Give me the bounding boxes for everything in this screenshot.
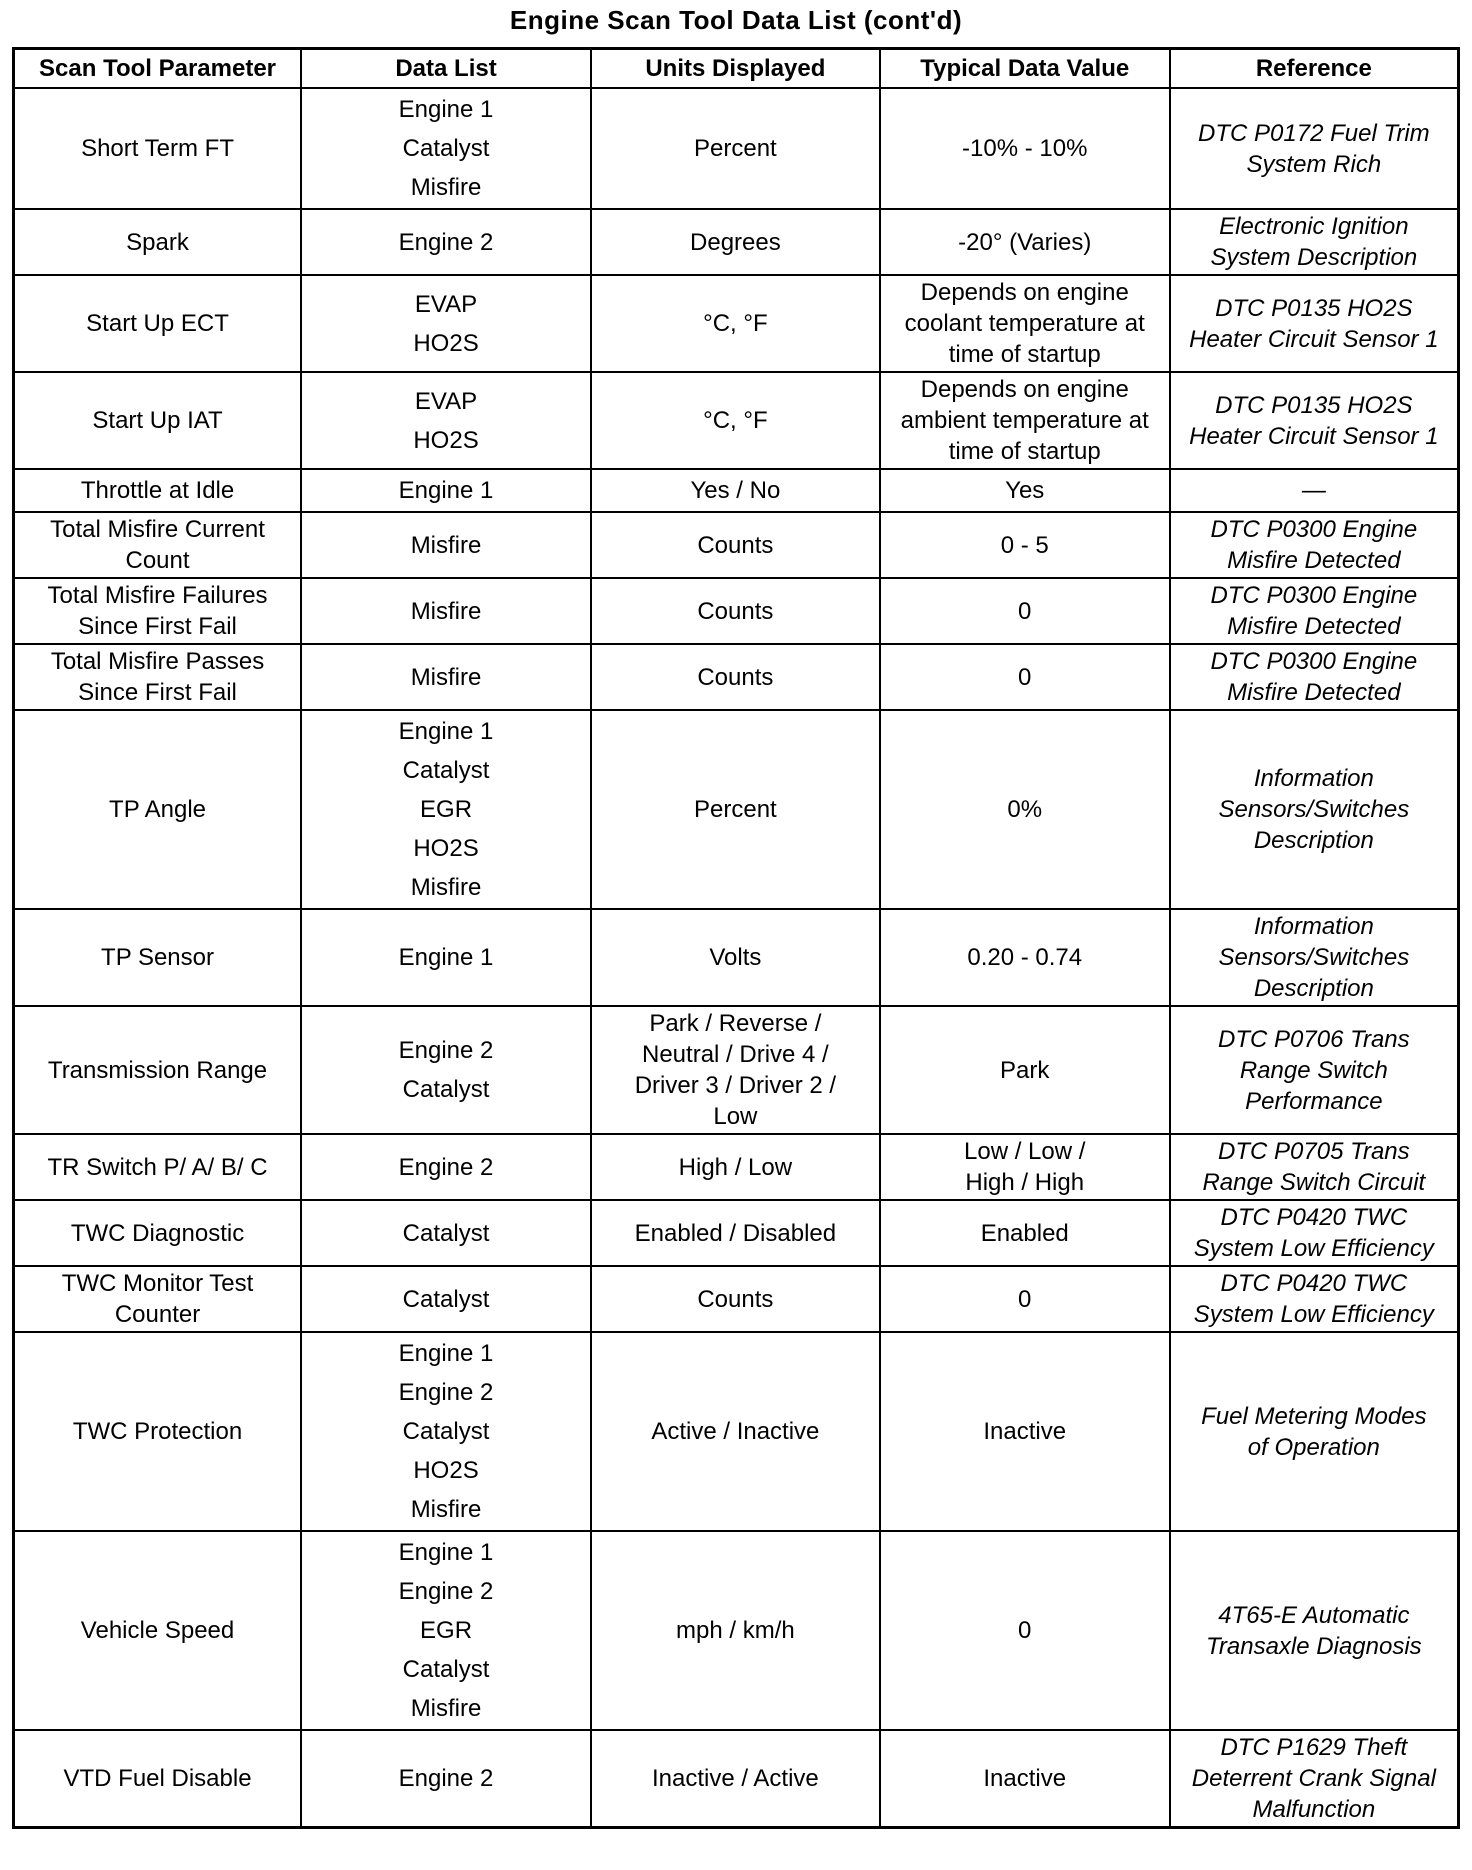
parameter-line: TR Switch P/ A/ B/ C [47,1153,268,1181]
units-cell [591,469,880,512]
data-list-line: Engine 1 [398,718,494,745]
typical-value-cell [880,710,1170,909]
data-list-line: Engine 1 [398,944,494,971]
data-list-line: Catalyst [402,1285,490,1313]
typical-line: Depends on engine [920,376,1129,403]
reference-line: Electronic Ignition [1219,213,1409,240]
data-list-line: Misfire [410,1496,482,1523]
units-line: Inactive / Active [652,1765,819,1792]
units-line: Counts [697,663,774,691]
data-list-line: Misfire [410,597,482,625]
data-list-line: Catalyst [402,1656,490,1683]
parameter-line: Start Up IAT [92,407,223,434]
data-list-line: Catalyst [402,1219,490,1247]
column-header-reference: Reference [1170,49,1459,89]
table-row [14,1134,1459,1200]
typical-line: time of startup [948,438,1101,465]
table-row [14,275,1459,372]
units-line: Enabled / Disabled [634,1219,837,1247]
data-list-line: Engine 1 [398,1539,494,1566]
typical-line: Yes [1005,477,1045,504]
data-list-cell [301,1332,591,1531]
reference-line: DTC P0300 Engine [1210,648,1418,675]
units-cell [591,909,880,1006]
units-cell [591,578,880,644]
units-line: °C, °F [703,407,768,434]
parameter-line: Vehicle Speed [80,1617,235,1644]
units-cell [591,1730,880,1828]
data-list-line: Misfire [410,874,482,901]
typical-value-cell [880,1006,1170,1134]
reference-line: DTC P0135 HO2S [1215,294,1413,322]
typical-line: Enabled [980,1219,1069,1247]
table-header-row [14,49,1459,89]
parameter-line: Spark [126,228,189,256]
typical-value-cell [880,209,1170,275]
table-row [14,512,1459,578]
data-list-line: Misfire [410,1695,482,1722]
units-line: Driver 3 / Driver 2 / [634,1072,837,1099]
data-list-cell [301,710,591,909]
reference-line: System Rich [1246,150,1382,178]
reference-line: Description [1253,975,1374,1002]
table-row [14,469,1459,512]
reference-cell [1170,88,1459,209]
typical-value-cell [880,1531,1170,1730]
data-list-line: HO2S [413,426,479,454]
data-list-line: Engine 1 [398,1340,494,1367]
reference-line: DTC P0705 Trans [1218,1138,1410,1165]
units-line: Park / Reverse / [649,1010,822,1037]
parameter-line: Since First Fail [78,679,237,706]
data-list-cell [301,88,591,209]
reference-line: Performance [1245,1087,1383,1115]
data-list-cell [301,1266,591,1332]
typical-value-cell [880,372,1170,469]
parameter-cell [14,1266,302,1332]
typical-line: Low / Low / [964,1138,1086,1165]
units-cell [591,1332,880,1531]
reference-line: DTC P0135 HO2S [1215,391,1413,419]
units-line: Counts [697,597,774,625]
data-list-cell [301,1531,591,1730]
parameter-cell [14,512,302,578]
typical-value-cell [880,1200,1170,1266]
parameter-line: Transmission Range [47,1056,268,1084]
typical-line: ambient temperature at [900,407,1149,434]
parameter-line: Start Up ECT [86,310,229,337]
parameter-cell [14,1006,302,1134]
table-row [14,1531,1459,1730]
parameter-line: TWC Diagnostic [70,1219,245,1247]
page-title: Engine Scan Tool Data List (cont'd) [509,5,963,35]
typical-line: time of startup [948,341,1101,368]
units-cell [591,644,880,710]
data-list-cell [301,209,591,275]
column-header-units: Units Displayed [591,49,880,89]
parameter-line: Count [125,547,190,574]
reference-cell [1170,710,1459,909]
units-line: Percent [694,135,777,162]
reference-line: System Description [1210,244,1418,271]
table-row [14,909,1459,1006]
typical-value-cell [880,469,1170,512]
data-list-line: Catalyst [402,757,490,784]
reference-line: System Low Efficiency [1193,1235,1434,1262]
parameter-cell [14,1531,302,1730]
units-line: Percent [694,796,777,823]
reference-cell [1170,1730,1459,1828]
reference-line: DTC P0420 TWC [1220,1204,1408,1231]
units-line: High / Low [678,1153,793,1181]
data-list-line: Engine 2 [398,228,494,256]
parameter-line: Total Misfire Passes [50,648,265,675]
parameter-line: Counter [114,1301,201,1328]
data-list-line: Catalyst [402,1076,490,1103]
reference-line: Heater Circuit Sensor 1 [1189,325,1439,353]
table-row [14,1730,1459,1828]
typical-value-cell [880,644,1170,710]
data-list-line: EGR [420,1617,473,1644]
reference-line: Deterrent Crank Signal [1191,1765,1436,1792]
reference-cell [1170,209,1459,275]
column-header-data-list: Data List [301,49,591,89]
table-row [14,578,1459,644]
table-row [14,1332,1459,1531]
scan-tool-data-table [12,47,1460,1829]
typical-value-cell [880,88,1170,209]
data-list-line: HO2S [413,1457,479,1484]
parameter-line: Short Term FT [81,135,234,162]
parameter-line: Total Misfire Current [50,516,265,543]
reference-cell [1170,1266,1459,1332]
table-row [14,710,1459,909]
typical-value-cell [880,1266,1170,1332]
typical-line: 0.20 - 0.74 [967,944,1083,971]
typical-line: Inactive [983,1418,1067,1445]
parameter-cell [14,710,302,909]
data-list-line: Engine 1 [398,96,494,123]
reference-line: — [1301,477,1326,504]
parameter-cell [14,372,302,469]
reference-line: DTC P0420 TWC [1220,1270,1408,1297]
data-list-cell [301,1200,591,1266]
units-line: Yes / No [690,477,781,504]
typical-line: -10% - 10% [962,135,1088,162]
units-line: Neutral / Drive 4 / [642,1041,829,1068]
units-cell [591,512,880,578]
reference-cell [1170,1332,1459,1531]
units-cell [591,1531,880,1730]
reference-line: Misfire Detected [1227,613,1401,640]
units-line: Volts [709,944,762,971]
units-line: °C, °F [703,310,768,337]
reference-line: DTC P0300 Engine [1210,516,1418,543]
parameter-cell [14,1200,302,1266]
parameter-cell [14,469,302,512]
table-row [14,1266,1459,1332]
data-list-line: Engine 2 [398,1153,494,1181]
data-list-line: Engine 2 [398,1765,494,1792]
typical-value-cell [880,1332,1170,1531]
units-line: Low [713,1103,758,1130]
table-row [14,88,1459,209]
data-list-line: HO2S [413,329,479,357]
reference-line: 4T65-E Automatic [1218,1601,1410,1629]
units-cell [591,1006,880,1134]
typical-value-cell [880,1730,1170,1828]
data-list-cell [301,1730,591,1828]
reference-line: Fuel Metering Modes [1201,1402,1427,1430]
units-cell [591,372,880,469]
reference-line: Heater Circuit Sensor 1 [1189,422,1439,450]
typical-value-cell [880,275,1170,372]
reference-line: Information [1253,913,1374,940]
data-list-cell [301,578,591,644]
parameter-cell [14,1134,302,1200]
data-list-cell [301,1006,591,1134]
units-cell [591,1134,880,1200]
reference-line: Sensors/Switches [1218,796,1410,823]
reference-cell [1170,469,1459,512]
typical-line: Depends on engine [920,279,1129,306]
units-line: Counts [697,1285,774,1313]
units-cell [591,88,880,209]
table-body [14,88,1459,1828]
table-row [14,644,1459,710]
parameter-cell [14,88,302,209]
units-line: Active / Inactive [651,1418,820,1445]
reference-line: of Operation [1247,1433,1380,1461]
reference-line: System Low Efficiency [1193,1301,1434,1328]
data-list-cell [301,644,591,710]
parameter-line: VTD Fuel Disable [63,1765,252,1792]
column-header-typical-value: Typical Data Value [880,49,1170,89]
typical-line: 0 [1018,663,1032,691]
data-list-cell [301,275,591,372]
parameter-cell [14,275,302,372]
typical-line: Inactive [983,1765,1067,1792]
reference-line: Sensors/Switches [1218,944,1410,971]
reference-cell [1170,1531,1459,1730]
typical-value-cell [880,1134,1170,1200]
parameter-line: TWC Protection [72,1418,243,1445]
data-list-cell [301,512,591,578]
units-cell [591,1200,880,1266]
reference-line: Description [1253,827,1374,854]
parameter-line: TP Sensor [101,944,214,971]
reference-cell [1170,1200,1459,1266]
parameter-line: TP Angle [109,796,206,823]
data-list-line: Misfire [410,531,482,559]
parameter-cell [14,644,302,710]
reference-line: Malfunction [1252,1796,1376,1823]
data-list-line: Misfire [410,663,482,691]
reference-cell [1170,275,1459,372]
table-row [14,1200,1459,1266]
data-list-line: EGR [420,796,473,823]
typical-line: 0 [1018,1617,1032,1644]
typical-line: 0 [1018,1285,1032,1313]
data-list-cell [301,909,591,1006]
data-list-line: Engine 2 [398,1578,494,1605]
data-list-line: Engine 2 [398,1037,494,1064]
typical-line: -20° (Varies) [958,228,1092,256]
reference-cell [1170,909,1459,1006]
reference-line: DTC P0300 Engine [1210,582,1418,609]
data-list-line: Engine 2 [398,1379,494,1406]
parameter-cell [14,209,302,275]
reference-line: DTC P1629 Theft [1220,1734,1408,1761]
parameter-line: Since First Fail [78,613,237,640]
table-row [14,209,1459,275]
parameter-cell [14,578,302,644]
data-list-cell [301,469,591,512]
data-list-line: EVAP [414,387,478,415]
typical-line: Park [1000,1056,1050,1084]
reference-line: DTC P0706 Trans [1218,1025,1410,1053]
table-row [14,372,1459,469]
units-line: Degrees [690,228,781,256]
reference-cell [1170,1134,1459,1200]
typical-line: 0 - 5 [1000,531,1049,559]
reference-cell [1170,1006,1459,1134]
parameter-line: Throttle at Idle [80,477,235,504]
data-list-line: HO2S [413,835,479,862]
typical-line: coolant temperature at [904,310,1145,337]
reference-line: Misfire Detected [1227,679,1401,706]
table-row [14,1006,1459,1134]
typical-line: High / High [965,1169,1085,1196]
data-list-cell [301,1134,591,1200]
parameter-cell [14,1332,302,1531]
units-cell [591,209,880,275]
reference-line: Information [1253,765,1374,792]
reference-line: Misfire Detected [1227,547,1401,574]
reference-cell [1170,644,1459,710]
units-line: mph / km/h [676,1617,795,1644]
units-cell [591,710,880,909]
reference-cell [1170,512,1459,578]
typical-line: 0% [1007,796,1043,823]
reference-cell [1170,372,1459,469]
reference-cell [1170,578,1459,644]
data-list-cell [301,372,591,469]
parameter-cell [14,1730,302,1828]
parameter-cell [14,909,302,1006]
units-line: Counts [697,531,774,559]
data-list-line: Engine 1 [398,477,494,504]
reference-line: Transaxle Diagnosis [1206,1632,1422,1660]
typical-value-cell [880,512,1170,578]
data-list-line: Misfire [410,174,482,201]
data-list-line: EVAP [414,290,478,318]
units-cell [591,1266,880,1332]
units-cell [591,275,880,372]
reference-line: Range Switch Circuit [1202,1169,1426,1196]
data-list-line: Catalyst [402,1418,490,1445]
typical-value-cell [880,578,1170,644]
column-header-parameter: Scan Tool Parameter [14,49,302,89]
parameter-line: Total Misfire Failures [47,582,268,609]
data-list-line: Catalyst [402,135,490,162]
typical-value-cell [880,909,1170,1006]
reference-line: Range Switch [1239,1056,1388,1084]
typical-line: 0 [1018,597,1032,625]
reference-line: DTC P0172 Fuel Trim [1198,119,1430,147]
parameter-line: TWC Monitor Test [61,1270,254,1297]
